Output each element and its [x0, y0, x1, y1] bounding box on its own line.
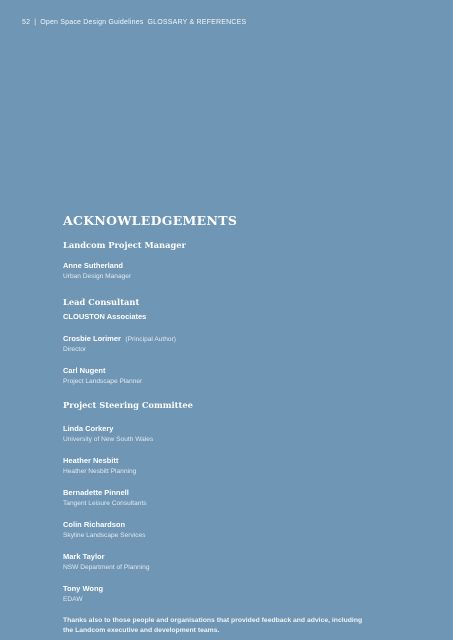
person-name: Anne Sutherland	[63, 261, 124, 270]
header-separator: |	[34, 19, 37, 26]
section-heading-steering-committee: Project Steering Committee	[63, 399, 193, 410]
person-entry	[63, 255, 383, 281]
person-name: Carl Nugent	[63, 365, 106, 375]
person-entry	[63, 482, 383, 508]
running-header	[22, 19, 246, 26]
person-name: Mark Taylor	[63, 551, 105, 561]
lead-consultant-section	[63, 297, 383, 386]
section-heading-lead-consultant: Lead Consultant	[63, 296, 140, 307]
person-role: University of New South Wales	[63, 436, 154, 444]
person-entry	[63, 578, 383, 604]
person-name: Bernadette Pinnell	[63, 487, 129, 497]
person-name: Tony Wong	[63, 583, 104, 593]
person-entry	[63, 546, 383, 572]
page-number: 52	[22, 19, 31, 26]
person-name: Crosbie Lorimer	[63, 333, 121, 343]
person-role: Director	[63, 346, 87, 354]
person-entry	[63, 360, 383, 386]
document-title: Open Space Design Guidelines	[40, 19, 144, 26]
person-note: (Principal Author)	[125, 335, 176, 343]
project-manager-section	[63, 240, 383, 281]
person-name: Colin Richardson	[63, 519, 126, 529]
section-name: GLOSSARY & REFERENCES	[147, 19, 247, 26]
section-heading-project-manager: Landcom Project Manager	[63, 240, 186, 250]
thanks-paragraph: Thanks also to those people and organisations that provided feedback and advice, including the Landcom executive and development teams.	[63, 616, 363, 634]
person-name: Heather Nesbitt	[63, 455, 119, 465]
consultant-organisation: CLOUSTON Associates	[63, 311, 147, 321]
person-role: Skyline Landscape Services	[63, 532, 146, 540]
person-role: Project Landscape Planner	[63, 378, 143, 386]
person-entry	[63, 514, 383, 540]
page-title: ACKNOWLEDGEMENTS	[63, 213, 238, 228]
acknowledgements-content	[63, 213, 383, 636]
person-role: EDAW	[63, 596, 83, 604]
person-role: NSW Department of Planning	[63, 564, 150, 572]
person-entry	[63, 418, 383, 444]
steering-committee-section	[63, 400, 383, 604]
person-role: Heather Nesbitt Planning	[63, 468, 137, 476]
person-role: Tangent Leisure Consultants	[63, 500, 147, 508]
person-role: Urban Design Manager	[63, 273, 132, 281]
person-entry	[63, 450, 383, 476]
person-name: Linda Corkery	[63, 423, 114, 433]
person-entry	[63, 328, 383, 354]
